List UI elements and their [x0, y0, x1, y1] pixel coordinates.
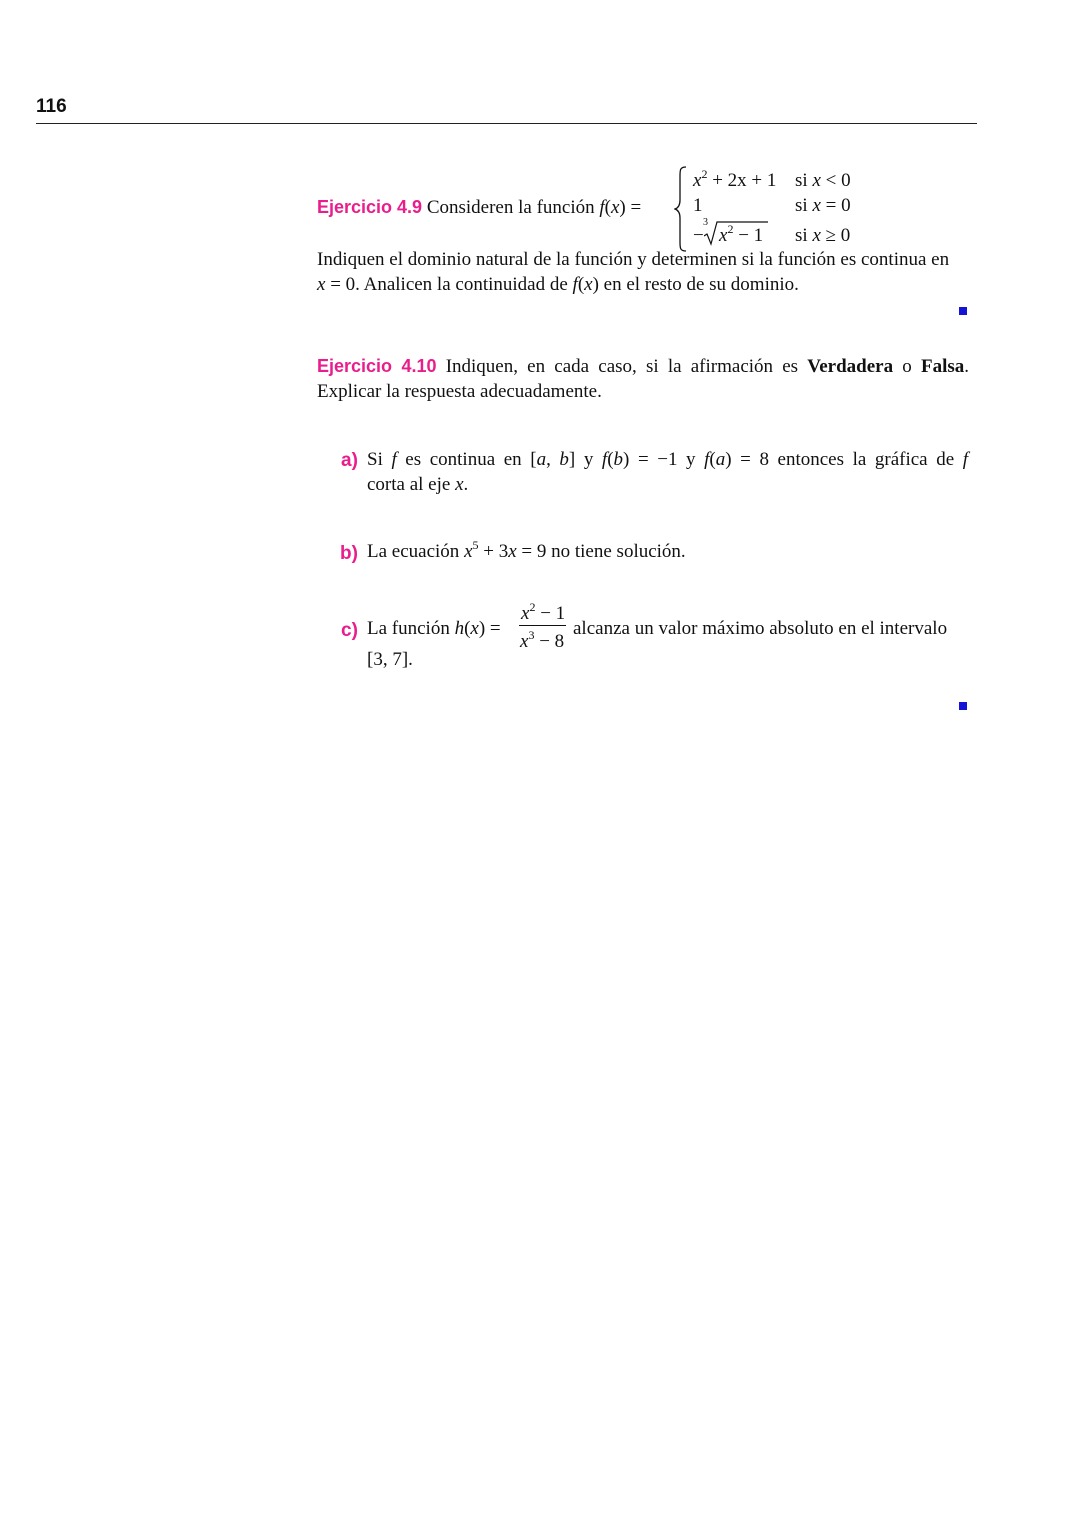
cond-rest: < 0 [820, 170, 851, 191]
cond-rest: ≥ 0 [820, 225, 851, 246]
cond-si: si [795, 195, 813, 216]
piece-2-expression [693, 195, 703, 217]
body-line-1: Indiquen el dominio natural de la función y determinen si la función es continua en [317, 249, 950, 270]
body-line-2 [317, 273, 969, 298]
radicand-rest: − 1 [733, 225, 764, 246]
piece-1-x: x [693, 170, 702, 191]
minus-sign: − [693, 225, 704, 246]
intro-line-2: Explicar la respuesta adecuadamente. [317, 380, 602, 402]
header-rule [36, 123, 977, 124]
text: ) en el resto de su dominio. [592, 273, 799, 295]
radicand-exponent: 2 [727, 222, 734, 236]
intro-line-1 [317, 354, 969, 380]
func-var: x [610, 197, 620, 218]
root-index: 3 [703, 217, 708, 228]
lpar: ( [577, 273, 585, 295]
item-a-line-1: Si f es continua en [a, b] y f(b) = −1 y f(a) = 8 entonces la gráfica de f [367, 449, 968, 470]
piece-2-value: 1 [693, 195, 703, 216]
intro-text: Indiquen, en cada caso, si la afirmación es [445, 356, 799, 377]
exercise-4-9-body [317, 248, 969, 297]
item-a-line-2: corta al eje x. [367, 473, 469, 495]
item-c-rhs: alcanza un valor máximo absoluto en el intervalo [573, 618, 948, 639]
piece-2-condition [795, 195, 851, 217]
piece-1-exponent: 2 [701, 167, 708, 181]
item-c-label: c) [341, 620, 358, 641]
true-word: Verdadera [807, 356, 894, 377]
piece-3-expression [693, 225, 704, 247]
end-of-exercise-mark [959, 702, 967, 710]
var-x: x [584, 273, 593, 295]
exercise-4-9-intro [317, 197, 641, 219]
piece-1-expression [693, 167, 777, 192]
cond-si: si [795, 170, 813, 191]
cond-var: x [812, 225, 821, 246]
exercise-4-9-label: Ejercicio 4.9 [317, 197, 423, 217]
left-brace [674, 166, 688, 252]
piece-1-condition [795, 170, 851, 192]
piece-1-rest: + 2x + 1 [707, 170, 777, 191]
intro-text: Consideren la función [426, 197, 595, 218]
radicand-x: x [719, 225, 728, 246]
fraction-numerator: $x^2 - 1$ [521, 600, 566, 624]
exercise-4-10-label: Ejercicio 4.10 [317, 356, 437, 376]
lpar: ( [604, 197, 611, 218]
or-word: o [902, 356, 912, 377]
exercise-4-10-intro [317, 354, 969, 404]
cond-rest: = 0 [820, 195, 851, 216]
cond-si: si [795, 225, 813, 246]
item-b-text: La ecuación $x^5 + 3x = 9$ no tiene solución. [367, 538, 686, 562]
cond-var: x [812, 195, 821, 216]
fraction-bar [519, 625, 566, 626]
func-f: f [572, 273, 578, 295]
item-b-label: b) [340, 543, 358, 564]
period: . [964, 356, 969, 377]
text: = 0. Analicen la continuidad de [325, 273, 573, 295]
fraction-denominator: $x^3 - 8$ [520, 628, 565, 652]
end-of-exercise-mark [959, 307, 967, 315]
item-a-text [367, 448, 968, 497]
false-word: Falsa [920, 356, 965, 377]
item-c-interval: [3, 7]. [367, 649, 413, 670]
radicand [719, 222, 764, 247]
var-x: x [317, 273, 326, 295]
page-number: 116 [36, 96, 67, 117]
func-name: f [599, 197, 605, 218]
item-c-lhs: La función h(x) = [367, 618, 501, 639]
cond-var: x [812, 170, 821, 191]
piece-3-condition [795, 225, 850, 247]
item-a-label: a) [341, 450, 358, 471]
rpar-eq: ) = [619, 197, 642, 218]
